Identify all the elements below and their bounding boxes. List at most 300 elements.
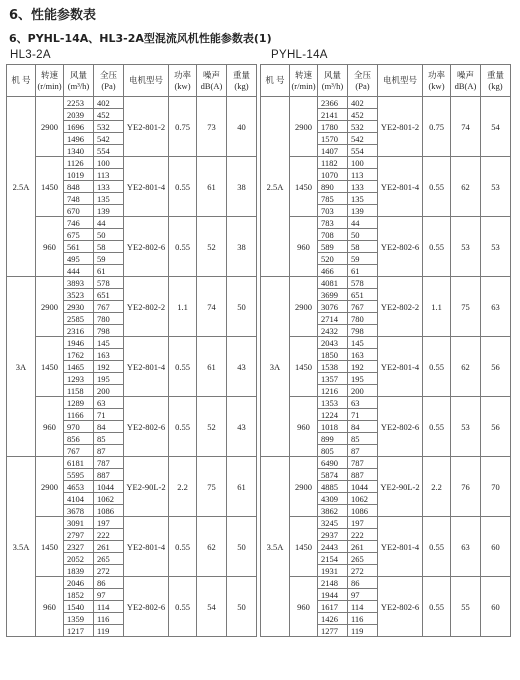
pressure-cell: 97 <box>94 589 124 601</box>
table-row <box>7 277 257 289</box>
pressure-cell: 59 <box>94 253 124 265</box>
pressure-cell: 113 <box>94 169 124 181</box>
power-cell: 0.55 <box>169 577 197 637</box>
pressure-cell: 114 <box>94 601 124 613</box>
table-row <box>261 217 511 229</box>
pressure-cell: 86 <box>348 577 378 589</box>
motor-cell: YE2-801-2 <box>378 97 423 157</box>
speed-cell: 960 <box>36 577 64 637</box>
noise-cell: 52 <box>197 217 227 277</box>
series-label-left: HL3-2A <box>10 49 51 61</box>
weight-cell: 56 <box>481 337 511 397</box>
motor-cell: YE2-801-4 <box>378 157 423 217</box>
power-cell: 1.1 <box>169 277 197 337</box>
pressure-cell: 222 <box>348 529 378 541</box>
table-row <box>7 337 257 349</box>
pressure-cell: 63 <box>94 397 124 409</box>
airflow-cell: 1780 <box>318 121 348 133</box>
table-row <box>7 457 257 469</box>
speed-cell: 2900 <box>290 277 318 337</box>
table-row <box>261 517 511 529</box>
table-row <box>261 457 511 469</box>
airflow-cell: 2148 <box>318 577 348 589</box>
pressure-cell: 192 <box>94 361 124 373</box>
speed-cell: 960 <box>290 217 318 277</box>
speed-cell: 1450 <box>36 517 64 577</box>
column-header: 重量 (kg) <box>481 65 511 97</box>
pressure-cell: 139 <box>348 205 378 217</box>
pressure-cell: 452 <box>94 109 124 121</box>
pressure-cell: 767 <box>94 301 124 313</box>
pressure-cell: 116 <box>348 613 378 625</box>
pressure-cell: 1086 <box>94 505 124 517</box>
airflow-cell: 890 <box>318 181 348 193</box>
noise-cell: 53 <box>451 217 481 277</box>
weight-cell: 54 <box>481 97 511 157</box>
airflow-cell: 805 <box>318 445 348 457</box>
airflow-cell: 2432 <box>318 325 348 337</box>
noise-cell: 62 <box>197 517 227 577</box>
power-cell: 0.55 <box>423 397 451 457</box>
motor-cell: YE2-801-4 <box>124 517 169 577</box>
motor-cell: YE2-802-2 <box>124 277 169 337</box>
motor-cell: YE2-802-6 <box>124 217 169 277</box>
weight-cell: 40 <box>227 97 257 157</box>
airflow-cell: 1946 <box>64 337 94 349</box>
weight-cell: 56 <box>481 397 511 457</box>
noise-cell: 76 <box>451 457 481 517</box>
pressure-cell: 542 <box>94 133 124 145</box>
airflow-cell: 589 <box>318 241 348 253</box>
pressure-cell: 100 <box>94 157 124 169</box>
speed-cell: 2900 <box>290 457 318 517</box>
airflow-cell: 708 <box>318 229 348 241</box>
airflow-cell: 3091 <box>64 517 94 529</box>
pressure-cell: 1062 <box>348 493 378 505</box>
pressure-cell: 1044 <box>348 481 378 493</box>
speed-cell: 1450 <box>36 157 64 217</box>
noise-cell: 62 <box>451 157 481 217</box>
pressure-cell: 787 <box>94 457 124 469</box>
pressure-cell: 780 <box>348 313 378 325</box>
speed-cell: 2900 <box>36 97 64 157</box>
pressure-cell: 86 <box>94 577 124 589</box>
pressure-cell: 163 <box>94 349 124 361</box>
airflow-cell: 1019 <box>64 169 94 181</box>
speed-cell: 2900 <box>36 457 64 517</box>
airflow-cell: 856 <box>64 433 94 445</box>
pressure-cell: 787 <box>348 457 378 469</box>
airflow-cell: 2141 <box>318 109 348 121</box>
pressure-cell: 135 <box>348 193 378 205</box>
pressure-cell: 265 <box>348 553 378 565</box>
pressure-cell: 61 <box>348 265 378 277</box>
pressure-cell: 71 <box>94 409 124 421</box>
pressure-cell: 100 <box>348 157 378 169</box>
power-cell: 0.75 <box>423 97 451 157</box>
pressure-cell: 261 <box>348 541 378 553</box>
pressure-cell: 50 <box>348 229 378 241</box>
airflow-cell: 899 <box>318 433 348 445</box>
airflow-cell: 2046 <box>64 577 94 589</box>
airflow-cell: 1293 <box>64 373 94 385</box>
weight-cell: 53 <box>481 157 511 217</box>
pressure-cell: 44 <box>94 217 124 229</box>
pressure-cell: 798 <box>94 325 124 337</box>
pressure-cell: 200 <box>348 385 378 397</box>
airflow-cell: 783 <box>318 217 348 229</box>
model-cell: 3A <box>261 277 290 457</box>
airflow-cell: 2937 <box>318 529 348 541</box>
motor-cell: YE2-802-6 <box>378 397 423 457</box>
pressure-cell: 145 <box>348 337 378 349</box>
airflow-cell: 3862 <box>318 505 348 517</box>
power-cell: 0.55 <box>169 337 197 397</box>
pressure-cell: 197 <box>348 517 378 529</box>
pressure-cell: 63 <box>348 397 378 409</box>
airflow-cell: 1357 <box>318 373 348 385</box>
airflow-cell: 1852 <box>64 589 94 601</box>
pressure-cell: 50 <box>94 229 124 241</box>
airflow-cell: 2714 <box>318 313 348 325</box>
pressure-cell: 195 <box>348 373 378 385</box>
noise-cell: 63 <box>451 517 481 577</box>
airflow-cell: 1070 <box>318 169 348 181</box>
table-row <box>7 157 257 169</box>
table-row <box>261 577 511 589</box>
table-row <box>7 97 257 109</box>
noise-cell: 75 <box>197 457 227 517</box>
model-cell: 3.5A <box>261 457 290 637</box>
noise-cell: 61 <box>197 157 227 217</box>
power-cell: 0.55 <box>169 157 197 217</box>
airflow-cell: 1696 <box>64 121 94 133</box>
power-cell: 0.55 <box>423 217 451 277</box>
pressure-cell: 578 <box>94 277 124 289</box>
column-header: 转速 (r/min) <box>36 65 64 97</box>
weight-cell: 60 <box>481 517 511 577</box>
pressure-cell: 887 <box>348 469 378 481</box>
column-header: 全压 (Pa) <box>94 65 124 97</box>
noise-cell: 52 <box>197 397 227 457</box>
header-row <box>7 65 257 97</box>
weight-cell: 60 <box>481 577 511 637</box>
pressure-cell: 402 <box>348 97 378 109</box>
speed-cell: 960 <box>36 397 64 457</box>
pressure-cell: 767 <box>348 301 378 313</box>
pressure-cell: 554 <box>94 145 124 157</box>
column-header: 电机型号 <box>378 65 423 97</box>
pressure-cell: 195 <box>94 373 124 385</box>
airflow-cell: 703 <box>318 205 348 217</box>
power-cell: 0.55 <box>169 217 197 277</box>
pressure-cell: 85 <box>348 433 378 445</box>
airflow-cell: 1126 <box>64 157 94 169</box>
column-header: 噪声 dB(A) <box>451 65 481 97</box>
power-cell: 0.55 <box>169 397 197 457</box>
pressure-cell: 85 <box>94 433 124 445</box>
pressure-cell: 87 <box>348 445 378 457</box>
airflow-cell: 3076 <box>318 301 348 313</box>
airflow-cell: 1407 <box>318 145 348 157</box>
table-row <box>261 277 511 289</box>
pressure-cell: 84 <box>94 421 124 433</box>
airflow-cell: 3678 <box>64 505 94 517</box>
pressure-cell: 554 <box>348 145 378 157</box>
pressure-cell: 265 <box>94 553 124 565</box>
speed-cell: 2900 <box>290 97 318 157</box>
model-cell: 3A <box>7 277 36 457</box>
column-header: 机 号 <box>261 65 290 97</box>
airflow-cell: 1944 <box>318 589 348 601</box>
pressure-cell: 113 <box>348 169 378 181</box>
table-row <box>7 397 257 409</box>
page-title: 6、性能参数表 <box>9 8 97 23</box>
column-header: 电机型号 <box>124 65 169 97</box>
airflow-cell: 1277 <box>318 625 348 637</box>
power-cell: 0.55 <box>423 337 451 397</box>
airflow-cell: 2154 <box>318 553 348 565</box>
power-cell: 2.2 <box>169 457 197 517</box>
airflow-cell: 2797 <box>64 529 94 541</box>
power-cell: 0.55 <box>169 517 197 577</box>
airflow-cell: 1496 <box>64 133 94 145</box>
pressure-cell: 163 <box>348 349 378 361</box>
pressure-cell: 133 <box>348 181 378 193</box>
noise-cell: 54 <box>197 577 227 637</box>
pressure-cell: 87 <box>94 445 124 457</box>
pressure-cell: 780 <box>94 313 124 325</box>
airflow-cell: 1426 <box>318 613 348 625</box>
power-cell: 2.2 <box>423 457 451 517</box>
airflow-cell: 3893 <box>64 277 94 289</box>
motor-cell: YE2-801-4 <box>124 337 169 397</box>
airflow-cell: 6490 <box>318 457 348 469</box>
pressure-cell: 58 <box>94 241 124 253</box>
column-header: 噪声 dB(A) <box>197 65 227 97</box>
weight-cell: 70 <box>481 457 511 517</box>
motor-cell: YE2-802-6 <box>378 577 423 637</box>
weight-cell: 63 <box>481 277 511 337</box>
motor-cell: YE2-802-2 <box>378 277 423 337</box>
pressure-cell: 651 <box>94 289 124 301</box>
pressure-cell: 119 <box>94 625 124 637</box>
table-caption: 6、PYHL-14A、HL3-2A型混流风机性能参数表(1) <box>9 32 272 45</box>
pressure-cell: 1044 <box>94 481 124 493</box>
weight-cell: 53 <box>481 217 511 277</box>
series-label-right: PYHL-14A <box>271 49 328 61</box>
pressure-cell: 97 <box>348 589 378 601</box>
power-cell: 0.55 <box>423 517 451 577</box>
table-row <box>261 157 511 169</box>
pressure-cell: 139 <box>94 205 124 217</box>
motor-cell: YE2-801-4 <box>378 337 423 397</box>
airflow-cell: 466 <box>318 265 348 277</box>
airflow-cell: 6181 <box>64 457 94 469</box>
pressure-cell: 222 <box>94 529 124 541</box>
noise-cell: 73 <box>197 97 227 157</box>
pressure-cell: 84 <box>348 421 378 433</box>
speed-cell: 1450 <box>290 517 318 577</box>
airflow-cell: 5874 <box>318 469 348 481</box>
airflow-cell: 1465 <box>64 361 94 373</box>
airflow-cell: 1617 <box>318 601 348 613</box>
airflow-cell: 1540 <box>64 601 94 613</box>
pressure-cell: 272 <box>94 565 124 577</box>
pressure-cell: 542 <box>348 133 378 145</box>
airflow-cell: 767 <box>64 445 94 457</box>
airflow-cell: 848 <box>64 181 94 193</box>
motor-cell: YE2-801-2 <box>124 97 169 157</box>
pressure-cell: 402 <box>94 97 124 109</box>
column-header: 功率 (kw) <box>169 65 197 97</box>
airflow-cell: 1158 <box>64 385 94 397</box>
airflow-cell: 2052 <box>64 553 94 565</box>
airflow-cell: 1289 <box>64 397 94 409</box>
weight-cell: 50 <box>227 577 257 637</box>
speed-cell: 1450 <box>36 337 64 397</box>
airflow-cell: 1762 <box>64 349 94 361</box>
pressure-cell: 272 <box>348 565 378 577</box>
noise-cell: 62 <box>451 337 481 397</box>
noise-cell: 74 <box>197 277 227 337</box>
noise-cell: 74 <box>451 97 481 157</box>
pressure-cell: 532 <box>94 121 124 133</box>
pressure-cell: 452 <box>348 109 378 121</box>
column-header: 功率 (kw) <box>423 65 451 97</box>
airflow-cell: 2253 <box>64 97 94 109</box>
speed-cell: 1450 <box>290 337 318 397</box>
airflow-cell: 2043 <box>318 337 348 349</box>
pressure-cell: 61 <box>94 265 124 277</box>
airflow-cell: 1931 <box>318 565 348 577</box>
pressure-cell: 119 <box>348 625 378 637</box>
weight-cell: 43 <box>227 397 257 457</box>
motor-cell: YE2-802-6 <box>124 577 169 637</box>
airflow-cell: 495 <box>64 253 94 265</box>
pressure-cell: 798 <box>348 325 378 337</box>
airflow-cell: 4653 <box>64 481 94 493</box>
noise-cell: 53 <box>451 397 481 457</box>
model-cell: 2.5A <box>261 97 290 277</box>
airflow-cell: 1018 <box>318 421 348 433</box>
airflow-cell: 748 <box>64 193 94 205</box>
column-header: 重量 (kg) <box>227 65 257 97</box>
pressure-cell: 71 <box>348 409 378 421</box>
airflow-cell: 1538 <box>318 361 348 373</box>
pressure-cell: 135 <box>94 193 124 205</box>
airflow-cell: 1166 <box>64 409 94 421</box>
airflow-cell: 2039 <box>64 109 94 121</box>
pressure-cell: 887 <box>94 469 124 481</box>
airflow-cell: 4081 <box>318 277 348 289</box>
airflow-cell: 1340 <box>64 145 94 157</box>
airflow-cell: 2316 <box>64 325 94 337</box>
airflow-cell: 4104 <box>64 493 94 505</box>
pressure-cell: 532 <box>348 121 378 133</box>
power-cell: 0.55 <box>423 577 451 637</box>
pressure-cell: 133 <box>94 181 124 193</box>
airflow-cell: 3699 <box>318 289 348 301</box>
airflow-cell: 675 <box>64 229 94 241</box>
pressure-cell: 44 <box>348 217 378 229</box>
airflow-cell: 1353 <box>318 397 348 409</box>
model-cell: 2.5A <box>7 97 36 277</box>
speed-cell: 960 <box>290 397 318 457</box>
airflow-cell: 2585 <box>64 313 94 325</box>
speed-cell: 960 <box>290 577 318 637</box>
airflow-cell: 2366 <box>318 97 348 109</box>
column-header: 转速 (r/min) <box>290 65 318 97</box>
motor-cell: YE2-802-6 <box>378 217 423 277</box>
weight-cell: 43 <box>227 337 257 397</box>
power-cell: 0.75 <box>169 97 197 157</box>
table-row <box>7 577 257 589</box>
airflow-cell: 520 <box>318 253 348 265</box>
weight-cell: 50 <box>227 277 257 337</box>
pressure-cell: 145 <box>94 337 124 349</box>
column-header: 风量 (m³/h) <box>64 65 94 97</box>
header-row <box>261 65 511 97</box>
motor-cell: YE2-801-4 <box>124 157 169 217</box>
airflow-cell: 4885 <box>318 481 348 493</box>
airflow-cell: 2443 <box>318 541 348 553</box>
airflow-cell: 1359 <box>64 613 94 625</box>
speed-cell: 960 <box>36 217 64 277</box>
airflow-cell: 1216 <box>318 385 348 397</box>
pressure-cell: 116 <box>94 613 124 625</box>
noise-cell: 75 <box>451 277 481 337</box>
motor-cell: YE2-801-4 <box>378 517 423 577</box>
pressure-cell: 578 <box>348 277 378 289</box>
noise-cell: 61 <box>197 337 227 397</box>
pressure-cell: 651 <box>348 289 378 301</box>
pressure-cell: 261 <box>94 541 124 553</box>
power-cell: 0.55 <box>423 157 451 217</box>
airflow-cell: 4309 <box>318 493 348 505</box>
column-header: 风量 (m³/h) <box>318 65 348 97</box>
noise-cell: 55 <box>451 577 481 637</box>
pressure-cell: 1086 <box>348 505 378 517</box>
airflow-cell: 561 <box>64 241 94 253</box>
motor-cell: YE2-802-6 <box>124 397 169 457</box>
weight-cell: 50 <box>227 517 257 577</box>
airflow-cell: 1850 <box>318 349 348 361</box>
model-cell: 3.5A <box>7 457 36 637</box>
column-header: 机 号 <box>7 65 36 97</box>
pressure-cell: 114 <box>348 601 378 613</box>
airflow-cell: 670 <box>64 205 94 217</box>
pressure-cell: 1062 <box>94 493 124 505</box>
pressure-cell: 200 <box>94 385 124 397</box>
motor-cell: YE2-90L-2 <box>124 457 169 517</box>
airflow-cell: 785 <box>318 193 348 205</box>
motor-cell: YE2-90L-2 <box>378 457 423 517</box>
table-row <box>7 517 257 529</box>
airflow-cell: 1224 <box>318 409 348 421</box>
table-row <box>7 217 257 229</box>
table-row <box>261 337 511 349</box>
weight-cell: 38 <box>227 217 257 277</box>
weight-cell: 38 <box>227 157 257 217</box>
airflow-cell: 1217 <box>64 625 94 637</box>
airflow-cell: 2930 <box>64 301 94 313</box>
speed-cell: 2900 <box>36 277 64 337</box>
airflow-cell: 2327 <box>64 541 94 553</box>
performance-table-hl3-2a <box>6 64 257 637</box>
airflow-cell: 1839 <box>64 565 94 577</box>
weight-cell: 61 <box>227 457 257 517</box>
